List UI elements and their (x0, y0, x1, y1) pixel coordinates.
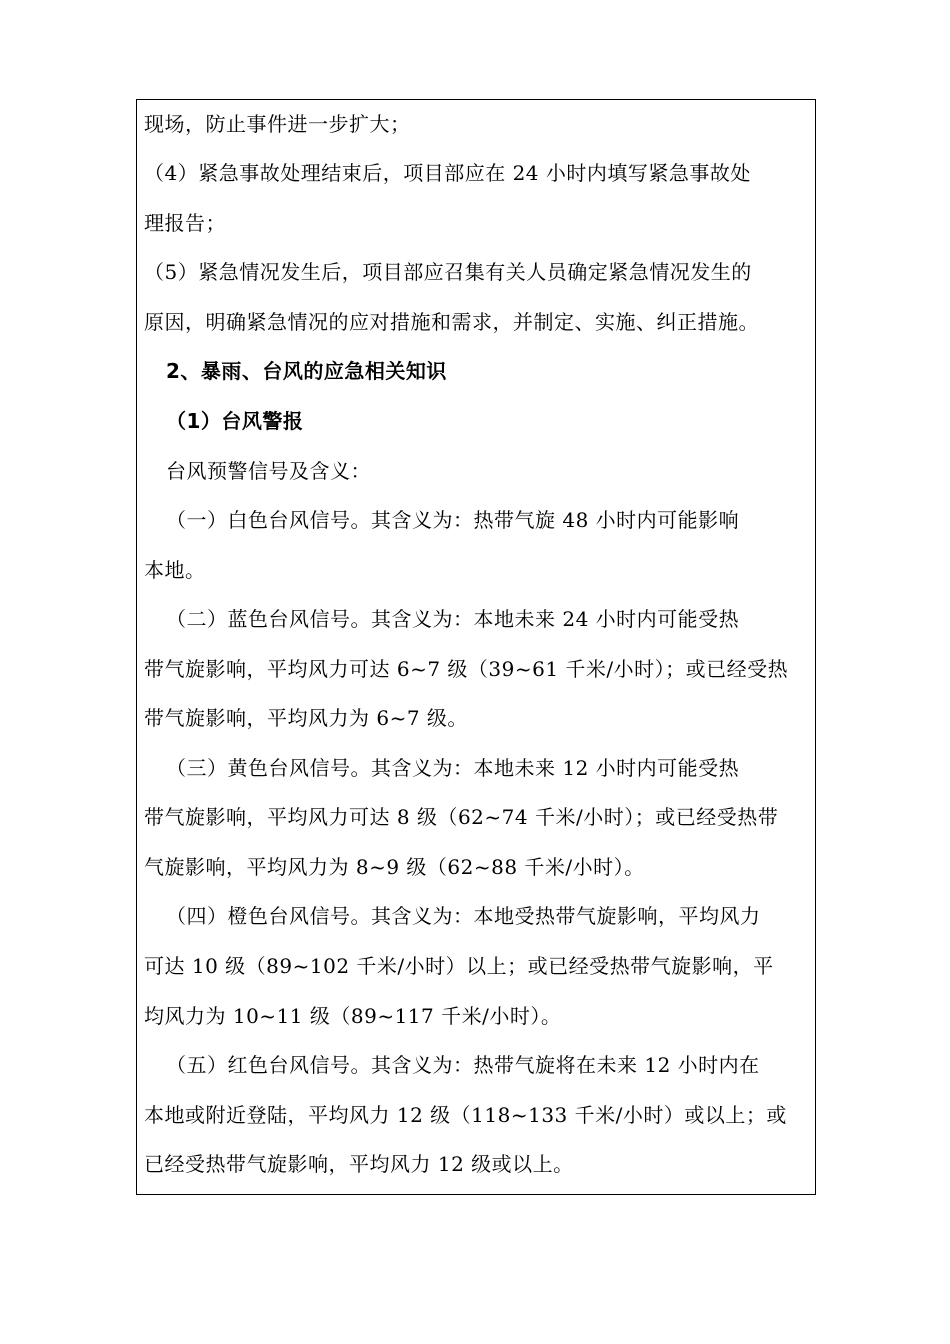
text-line: 可达 10 级（89~102 千米/小时）以上；或已经受热带气旋影响，平 (144, 954, 774, 978)
text-line: （二）蓝色台风信号。其含义为：本地未来 24 小时内可能受热 (166, 607, 740, 631)
text-line: 均风力为 10~11 级（89~117 千米/小时）。 (144, 1004, 562, 1028)
subsection-heading: （1）台风警报 (166, 409, 304, 433)
text-line: （4）紧急事故处理结束后，项目部应在 24 小时内填写紧急事故处 (144, 161, 751, 185)
text-line: （三）黄色台风信号。其含义为：本地未来 12 小时内可能受热 (166, 756, 740, 780)
text-line: 带气旋影响，平均风力为 6~7 级。 (144, 706, 468, 730)
text-line: （一）白色台风信号。其含义为：热带气旋 48 小时内可能影响 (166, 508, 740, 532)
text-line: 本地。 (144, 558, 206, 582)
text-line: 本地或附近登陆，平均风力 12 级（118~133 千米/小时）或以上；或 (144, 1103, 787, 1127)
text-line: 理报告； (144, 211, 226, 235)
text-line: （四）橙色台风信号。其含义为：本地受热带气旋影响，平均风力 (166, 904, 761, 928)
text-line: 带气旋影响，平均风力可达 6~7 级（39~61 千米/小时）；或已经受热 (144, 657, 789, 681)
section-heading: 2、暴雨、台风的应急相关知识 (166, 359, 447, 383)
text-line: 台风预警信号及含义： (166, 459, 371, 483)
text-line: 带气旋影响，平均风力可达 8 级（62~74 千米/小时）；或已经受热带 (144, 805, 779, 829)
text-line: 原因，明确紧急情况的应对措施和需求，并制定、实施、纠正措施。 (144, 310, 759, 334)
text-line: 现场，防止事件进一步扩大； (144, 112, 411, 136)
text-line: （五）红色台风信号。其含义为：热带气旋将在未来 12 小时内在 (166, 1053, 760, 1077)
text-line: （5）紧急情况发生后，项目部应召集有关人员确定紧急情况发生的 (144, 260, 752, 284)
text-line: 气旋影响，平均风力为 8~9 级（62~88 千米/小时）。 (144, 855, 645, 879)
text-line: 已经受热带气旋影响，平均风力 12 级或以上。 (144, 1152, 574, 1176)
